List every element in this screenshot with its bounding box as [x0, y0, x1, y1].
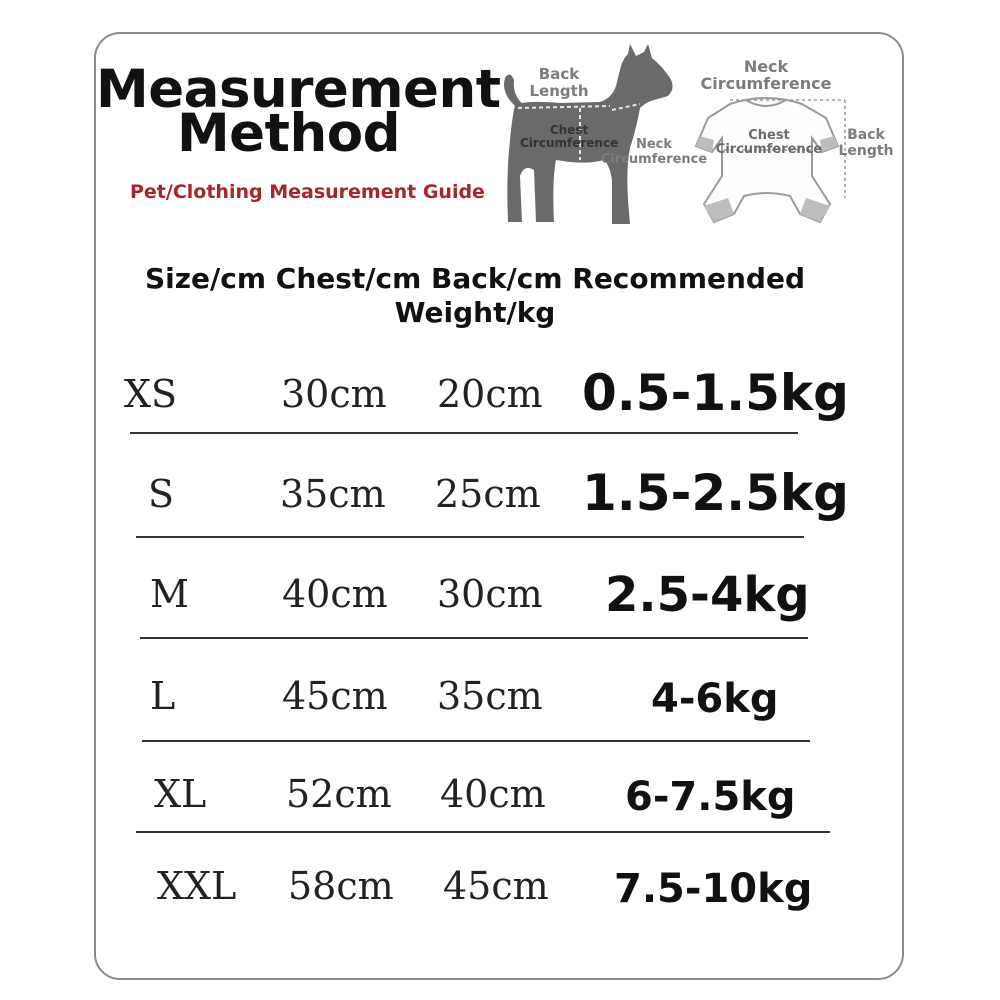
size-cell: XXL	[157, 864, 237, 908]
table-row	[0, 672, 1000, 742]
back-cell: 35cm	[437, 674, 543, 718]
chest-cell: 58cm	[288, 864, 394, 908]
chest-cell: 45cm	[282, 674, 388, 718]
chest-cell: 52cm	[286, 772, 392, 816]
size-cell: L	[150, 674, 176, 718]
title-line-1: Measurement	[96, 59, 501, 120]
table-row	[0, 770, 1000, 840]
size-cell: S	[148, 472, 175, 516]
chest-cell: 40cm	[282, 572, 388, 616]
clothing-chest-label: Chest Circumference	[715, 128, 823, 157]
back-cell: 30cm	[437, 572, 543, 616]
clothing-back-length-label: Back Length	[838, 127, 894, 159]
table-row	[0, 364, 1000, 440]
weight-cell: 2.5-4kg	[605, 567, 810, 623]
back-cell: 45cm	[443, 864, 549, 908]
back-cell: 20cm	[437, 372, 543, 416]
chest-cell: 30cm	[281, 372, 387, 416]
page-subtitle: Pet/Clothing Measurement Guide	[130, 181, 485, 203]
size-cell: M	[150, 572, 189, 616]
clothing-neck-label: Neck Circumference	[700, 57, 832, 93]
pet-clothing-icon	[0, 0, 1000, 240]
back-cell: 40cm	[440, 772, 546, 816]
chest-cell: 35cm	[280, 472, 386, 516]
dog-chest-label: Chest Circumference	[520, 123, 619, 150]
table-row	[0, 464, 1000, 540]
dog-back-length-label: Back Length	[529, 65, 589, 100]
table-row	[0, 862, 1000, 932]
weight-cell: 0.5-1.5kg	[582, 364, 849, 422]
table-header: Size/cm Chest/cm Back/cm Recommended Weight/kg	[144, 262, 805, 329]
size-cell: XS	[124, 372, 178, 416]
table-row	[0, 567, 1000, 640]
weight-cell: 7.5-10kg	[614, 866, 813, 912]
weight-cell: 4-6kg	[651, 676, 779, 722]
back-cell: 25cm	[435, 472, 541, 516]
dog-neck-label: Neck Circumference	[600, 137, 708, 167]
size-cell: XL	[154, 772, 207, 816]
weight-cell: 1.5-2.5kg	[582, 464, 849, 522]
title-line-2: Method	[176, 103, 401, 164]
row-divider	[136, 831, 830, 833]
row-divider	[140, 637, 808, 639]
weight-cell: 6-7.5kg	[625, 774, 796, 820]
row-divider	[130, 432, 798, 434]
row-divider	[142, 740, 810, 742]
row-divider	[136, 536, 804, 538]
